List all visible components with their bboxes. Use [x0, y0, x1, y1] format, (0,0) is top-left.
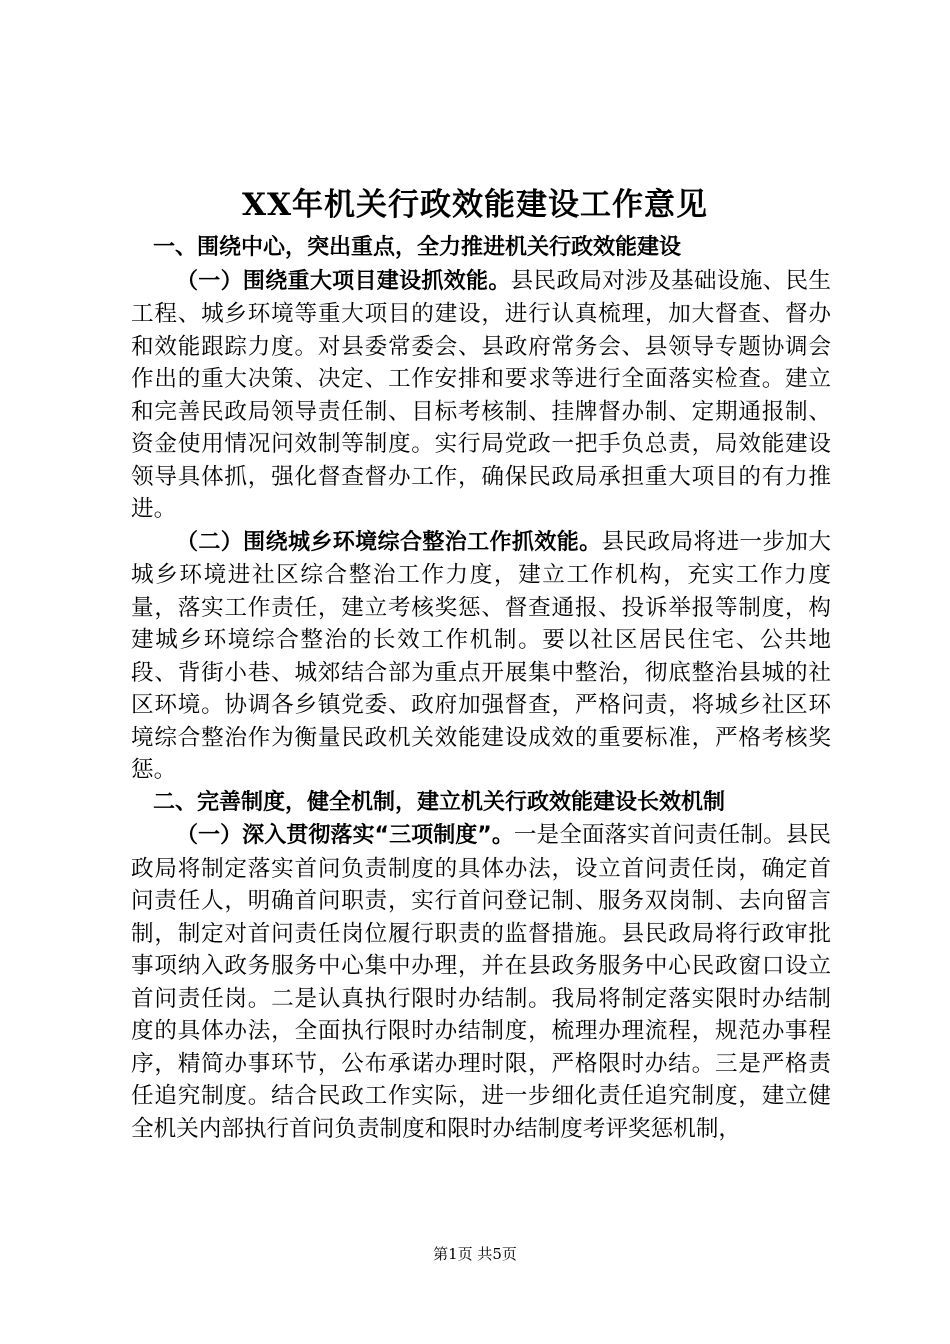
document-title: XX年机关行政效能建设工作意见 — [241, 187, 709, 223]
paragraph-text: 县民政局将进一步加大城乡环境进社区综合整治工作力度，建立工作机构，充实工作力度量，落实工作责任，建立考核奖惩、督查通报、投诉举报等制度，构建城乡环境综合整治的长效工作机制。要以社区居民住宅、公共地段、背街小巷、城郊结合部为重点开展集中整治，彻底整治县城的社区环境。协调各乡镇党委、政府加强督查，严格问责，将城乡社区环境综合整治作为衡量民政机关效能建设成效的重要标准，严格考核奖惩。 — [131, 528, 831, 783]
paragraph-2-1 — [131, 819, 831, 1145]
paragraph-lead: （一）深入贯彻落实“三项制度”。 — [176, 823, 514, 848]
page-footer: 第1页 共5页 — [433, 1245, 517, 1263]
paragraph-lead: （二）围绕城乡环境综合整治工作抓效能。 — [176, 529, 602, 555]
paragraph-lead: （一）围绕重大项目建设抓效能。 — [176, 268, 511, 294]
section-heading-1: 一、围绕中心，突出重点，全力推进机关行政效能建设 — [153, 235, 682, 260]
section-heading-2: 二、完善制度，健全机制，建立机关行政效能建设长效机制 — [153, 789, 726, 815]
paragraph-1-2 — [131, 526, 831, 787]
document-body — [131, 232, 831, 1145]
paragraph-text: 一是全面落实首问责任制。县民政局将制定落实首问负责制度的具体办法，设立首问责任岗，确定首问责任人，明确首问职责，实行首问登记制、服务双岗制、去向留言制，制定对首问责任岗位履行职责的监督措施。县民政局将行政审批事项纳入政务服务中心集中办理，并在县政务服务中心民政窗口设立首问责任岗。二是认真执行限时办结制。我局将制定落实限时办结制度的具体办法，全面执行限时办结制度，梳理办理流程，规范办事程序，精简办事环节，公布承诺办理时限，严格限时办结。三是严格责任追究制度。结合民政工作实际，进一步细化责任追究制度，建立健全机关内部执行首问负责制度和限时办结制度考评奖惩机制， — [131, 822, 832, 1142]
paragraph-1-1 — [131, 265, 831, 526]
paragraph-text: 县民政局对涉及基础设施、民生工程、城乡环境等重大项目的建设，进行认真梳理，加大督查、督办和效能跟踪力度。对县委常委会、县政府常务会、县领导专题协调会作出的重大决策、决定、工作安排和要求等进行全面落实检查。建立和完善民政局领导责任制、目标考核制、挂牌督办制、定期通报制、资金使用情况问效制等制度。实行局党政一把手负总责，局效能建设领导具体抓，强化督查督办工作，确保民政局承担重大项目的有力推进。 — [131, 267, 831, 522]
